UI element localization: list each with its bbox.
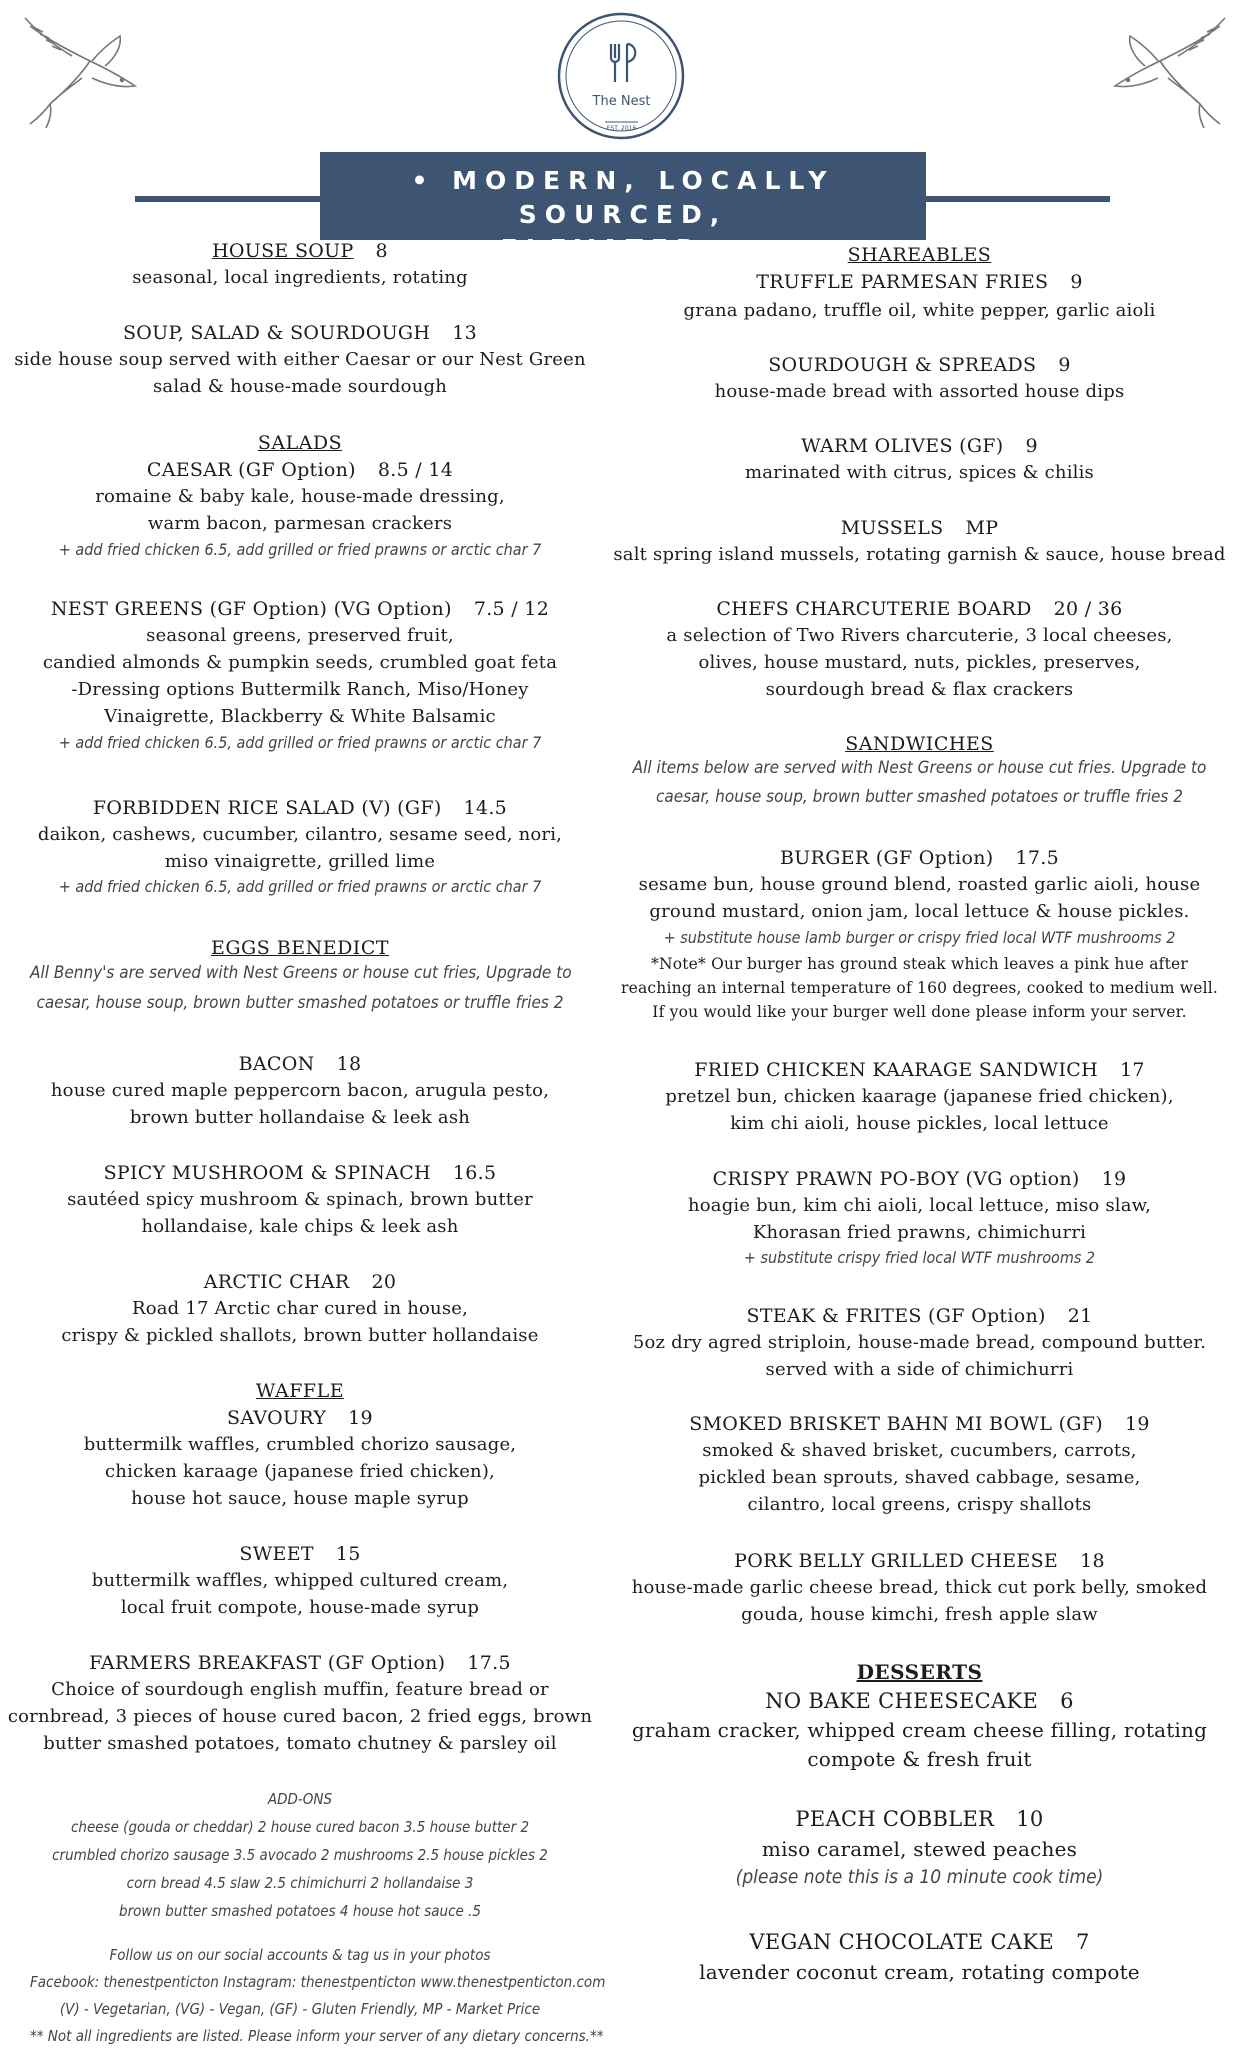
item-description: Road 17 Arctic char cured in house, [131,1298,469,1319]
menu-item-fried-chicken-sandwich: FRIED CHICKEN KAARAGE SANDWICH 17 [694,1059,1145,1081]
logo-est: EST. 2016 [606,125,637,132]
logo-badge-icon [555,4,688,144]
footer-social: Follow us on our social accounts & tag us in your photos [109,1946,491,1964]
item-description: seasonal greens, preserved fruit, [146,625,454,646]
item-description: pretzel bun, chicken kaarage (japanese fried chicken), [665,1086,1174,1107]
item-description: Choice of sourdough english muffin, feature bread or [51,1679,549,1700]
item-description: side house soup served with either Caesar or our Nest Green [14,349,586,370]
item-description: -Dressing options Buttermilk Ranch, Miso/Honey [71,679,529,700]
menu-item-mussels: MUSSELS MP [840,517,999,539]
item-description: gouda, house kimchi, fresh apple slaw [741,1604,1098,1625]
menu-item-nest-greens: NEST GREENS (GF Option) (VG Option) 7.5 / 12 [50,598,550,620]
tagline-line1: • MODERN, LOCALLY SOURCED, [411,166,835,229]
section-note: caesar, house soup, brown butter smashed potatoes or truffle fries 2 [655,787,1183,807]
burger-doneness-note: If you would like your burger well done please inform your server. [652,1003,1187,1021]
addons-line: crumbled chorizo sausage 3.5 avocado 2 mushrooms 2.5 house pickles 2 [52,1846,548,1864]
section-note: All items below are served with Nest Greens or house cut fries. Upgrade to [632,758,1207,778]
logo-text: The Nest [592,94,651,109]
menu-item-bacon-benedict: BACON 18 [238,1053,362,1075]
menu-item-vegan-chocolate-cake: VEGAN CHOCOLATE CAKE 7 [749,1930,1090,1954]
item-description: smoked & shaved brisket, cucumbers, carrots, [702,1440,1137,1461]
tagline-line2: ELEVATED • [500,234,746,263]
item-description: Khorasan fried prawns, chimichurri [752,1222,1087,1243]
item-description: candied almonds & pumpkin seeds, crumbled goat feta [42,652,558,673]
footer-disclaimer: ** Not all ingredients are listed. Please inform your server of any dietary concerns.** [30,2027,604,2045]
item-description: sesame bun, house ground blend, roasted garlic aioli, house [638,874,1201,895]
item-description: buttermilk waffles, whipped cultured cream, [91,1570,509,1591]
header-rule-right [920,196,1110,202]
menu-item-sweet-waffle: SWEET 15 [239,1543,361,1565]
menu-item-caesar: CAESAR (GF Option) 8.5 / 14 [146,459,454,481]
menu-item-cheesecake: NO BAKE CHEESECAKE 6 [765,1689,1074,1713]
item-addon-note: + substitute house lamb burger or crispy fried local WTF mushrooms 2 [663,928,1176,947]
item-description: ground mustard, onion jam, local lettuce & house pickles. [649,901,1190,922]
menu-item-pork-belly-grilled-cheese: PORK BELLY GRILLED CHEESE 18 [734,1550,1105,1572]
addons-line: corn bread 4.5 slaw 2.5 chimichurri 2 hollandaise 3 [126,1874,474,1892]
item-description: seasonal, local ingredients, rotating [132,267,468,288]
item-description: butter smashed potatoes, tomato chutney & parsley oil [43,1733,557,1754]
menu-item-sourdough-spreads: SOURDOUGH & SPREADS 9 [768,354,1071,376]
section-heading-eggs-benedict: EGGS BENEDICT [210,937,390,959]
menu-item-peach-cobbler: PEACH COBBLER 10 [795,1807,1044,1831]
tagline-banner [320,152,926,263]
menu-item-prawn-po-boy: CRISPY PRAWN PO-BOY (VG option) 19 [712,1168,1127,1190]
item-description: salad & house-made sourdough [152,376,448,397]
item-description: hoagie bun, kim chi aioli, local lettuce, miso slaw, [687,1195,1152,1216]
item-description: chicken karaage (japanese fried chicken), [105,1461,495,1482]
footer-accounts: Facebook: thenestpenticton Instagram: thenestpenticton www.thenestpenticton.com [30,1973,606,1991]
item-description: Vinaigrette, Blackberry & White Balsamic [104,706,496,727]
item-description: crispy & pickled shallots, brown butter hollandaise [61,1325,539,1346]
item-description: olives, house mustard, nuts, pickles, preserves, [698,652,1141,673]
section-heading-salads: SALADS [257,432,343,454]
menu-item-farmers-breakfast: FARMERS BREAKFAST (GF Option) 17.5 [89,1652,511,1674]
section-heading-desserts: DESSERTS [856,1660,983,1684]
menu-item-truffle-fries: TRUFFLE PARMESAN FRIES 9 [756,271,1083,293]
item-description: grana padano, truffle oil, white pepper, garlic aioli [683,300,1156,321]
item-description: cornbread, 3 pieces of house cured bacon, 2 fried eggs, brown [7,1706,593,1727]
item-description: pickled bean sprouts, shaved cabbage, sesame, [698,1467,1141,1488]
menu-item-arctic-char: ARCTIC CHAR 20 [203,1271,397,1293]
burger-doneness-note: reaching an internal temperature of 160 degrees, cooked to medium well. [620,979,1219,997]
menu-item-spicy-mushroom: SPICY MUSHROOM & SPINACH 16.5 [103,1162,497,1184]
item-addon-note: + substitute crispy fried local WTF mushrooms 2 [743,1248,1096,1267]
item-addon-note: + add fried chicken 6.5, add grilled or fried prawns or arctic char 7 [58,877,542,896]
menu-item-steak-frites: STEAK & FRITES (GF Option) 21 [746,1305,1093,1327]
menu-item-burger: BURGER (GF Option) 17.5 [780,847,1059,869]
menu-item-soup-salad-sourdough: SOUP, SALAD & SOURDOUGH 13 [122,322,478,344]
item-description: sourdough bread & flax crackers [765,679,1074,700]
item-description: house-made garlic cheese bread, thick cut pork belly, smoked [631,1577,1208,1598]
item-description: house hot sauce, house maple syrup [131,1488,469,1509]
item-description: cilantro, local greens, crispy shallots [747,1494,1092,1515]
item-description: sautéed spicy mushroom & spinach, brown butter [67,1189,533,1210]
item-description: miso vinaigrette, grilled lime [164,851,436,872]
item-description: house cured maple peppercorn bacon, arugula pesto, [50,1080,550,1101]
item-description: 5oz dry agred striploin, house-made bread, compound butter. [632,1332,1207,1353]
item-description: served with a side of chimichurri [765,1359,1074,1380]
section-heading-waffle: WAFFLE [255,1380,345,1402]
swallow-right-illustration [1100,6,1240,131]
item-description: local fruit compote, house-made syrup [120,1597,480,1618]
menu-item-house-soup: HOUSE SOUP 8 [212,240,388,262]
addons-line: cheese (gouda or cheddar) 2 house cured bacon 3.5 house butter 2 [70,1818,530,1836]
footer-legend: (V) - Vegetarian, (VG) - Vegan, (GF) - Gluten Friendly, MP - Market Price [59,2000,541,2018]
item-description: kim chi aioli, house pickles, local lettuce [730,1113,1109,1134]
item-description: hollandaise, kale chips & leek ash [141,1216,459,1237]
item-description: marinated with citrus, spices & chilis [744,462,1094,483]
item-description: warm bacon, parmesan crackers [147,513,453,534]
item-description: romaine & baby kale, house-made dressing, [95,486,505,507]
item-description: buttermilk waffles, crumbled chorizo sausage, [83,1434,517,1455]
addons-heading: ADD-ONS [267,1790,333,1808]
burger-doneness-note: *Note* Our burger has ground steak which leaves a pink hue after [651,955,1188,973]
section-heading-shareables: SHAREABLES [847,244,992,266]
item-description: compote & fresh fruit [807,1747,1032,1771]
addons-line: brown butter smashed potatoes 4 house hot sauce .5 [119,1902,481,1920]
menu-item-brisket-bowl: SMOKED BRISKET BAHN MI BOWL (GF) 19 [689,1413,1150,1435]
item-description: brown butter hollandaise & leek ash [129,1107,471,1128]
menu-item-savoury-waffle: SAVOURY 19 [227,1407,373,1429]
item-description: daikon, cashews, cucumber, cilantro, sesame seed, nori, [37,824,563,845]
section-note: All Benny's are served with Nest Greens or house cut fries, Upgrade to [30,963,572,983]
item-cook-time-note: (please note this is a 10 minute cook time) [735,1866,1104,1888]
section-heading-sandwiches: SANDWICHES [845,733,994,755]
restaurant-logo [555,4,688,144]
item-description: graham cracker, whipped cream cheese filling, rotating [631,1718,1208,1742]
swallow-left-illustration [10,6,150,131]
item-description: miso caramel, stewed peaches [761,1837,1078,1861]
menu-item-charcuterie-board: CHEFS CHARCUTERIE BOARD 20 / 36 [716,598,1123,620]
menu-item-warm-olives: WARM OLIVES (GF) 9 [801,435,1038,457]
item-description: lavender coconut cream, rotating compote [699,1960,1140,1984]
menu-item-forbidden-rice-salad: FORBIDDEN RICE SALAD (V) (GF) 14.5 [92,797,508,819]
item-description: salt spring island mussels, rotating garnish & sauce, house bread [613,544,1226,565]
item-description: a selection of Two Rivers charcuterie, 3 local cheeses, [666,625,1173,646]
section-note: caesar, house soup, brown butter smashed potatoes or truffle fries 2 [36,993,564,1013]
header-rule-left [135,196,325,202]
item-description: house-made bread with assorted house dips [714,381,1125,402]
item-addon-note: + add fried chicken 6.5, add grilled or fried prawns or arctic char 7 [58,540,542,559]
item-addon-note: + add fried chicken 6.5, add grilled or fried prawns or arctic char 7 [58,733,542,752]
